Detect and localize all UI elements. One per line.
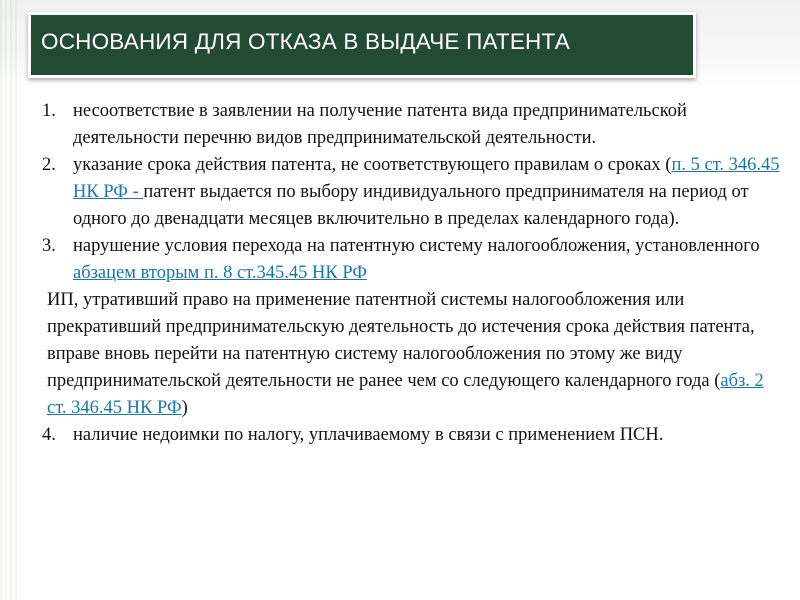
- list-item-number: 2.: [42, 155, 56, 175]
- explanation-paragraph: [47, 287, 787, 422]
- slide-content: [42, 98, 787, 449]
- law-reference-link[interactable]: абзацем вторым п. 8 ст.345.45 НК РФ: [73, 263, 367, 283]
- list-item-text: несоответствие в заявлении на получение патента вида предпринимательской деятельности перечню видов предпринимательской деятельности.: [73, 101, 687, 148]
- list-item-number: 1.: [42, 101, 56, 121]
- list-item-1: [42, 98, 787, 152]
- title-bar: [28, 12, 696, 78]
- list-item-number: 4.: [42, 425, 56, 445]
- left-stripe-decoration: [0, 0, 18, 600]
- item-text-after: патент выдается по выбору индивидуального предпринимателя на период от одного до двенадцати месяцев включительно в пределах календарного года).: [73, 182, 749, 229]
- paragraph-text-after: ): [181, 398, 188, 418]
- list-item-2: [42, 152, 787, 233]
- list-item-4: [42, 422, 787, 449]
- item-text-before: нарушение условия перехода на патентную систему налогообложения, установленного: [73, 236, 760, 256]
- item-text-before: указание срока действия патента, не соответствующего правилам о сроках (: [73, 155, 672, 175]
- list-item-text: [73, 152, 787, 233]
- list-item-3: [42, 233, 787, 287]
- list-item-number: 3.: [42, 236, 56, 256]
- list-item-text: наличие недоимки по налогу, уплачиваемому в связи с применением ПСН.: [73, 425, 664, 445]
- list-item-text: [73, 233, 787, 287]
- paragraph-text: ИП, утративший право на применение патентной системы налогообложения или прекративший предпринимательскую деятельность до истечения срока действия патента, вправе вновь перейти на патентную систему налогообложения по этому же виду предпринимательской деятельности не ранее чем со следующего календарного года (: [47, 290, 755, 391]
- law-reference-link[interactable]: абз. 2 ст. 346.45 НК РФ: [47, 371, 764, 418]
- law-reference-link[interactable]: п. 5 ст. 346.45 НК РФ -: [73, 155, 780, 202]
- page-title: ОСНОВАНИЯ ДЛЯ ОТКАЗА В ВЫДАЧЕ ПАТЕНТА: [41, 29, 570, 54]
